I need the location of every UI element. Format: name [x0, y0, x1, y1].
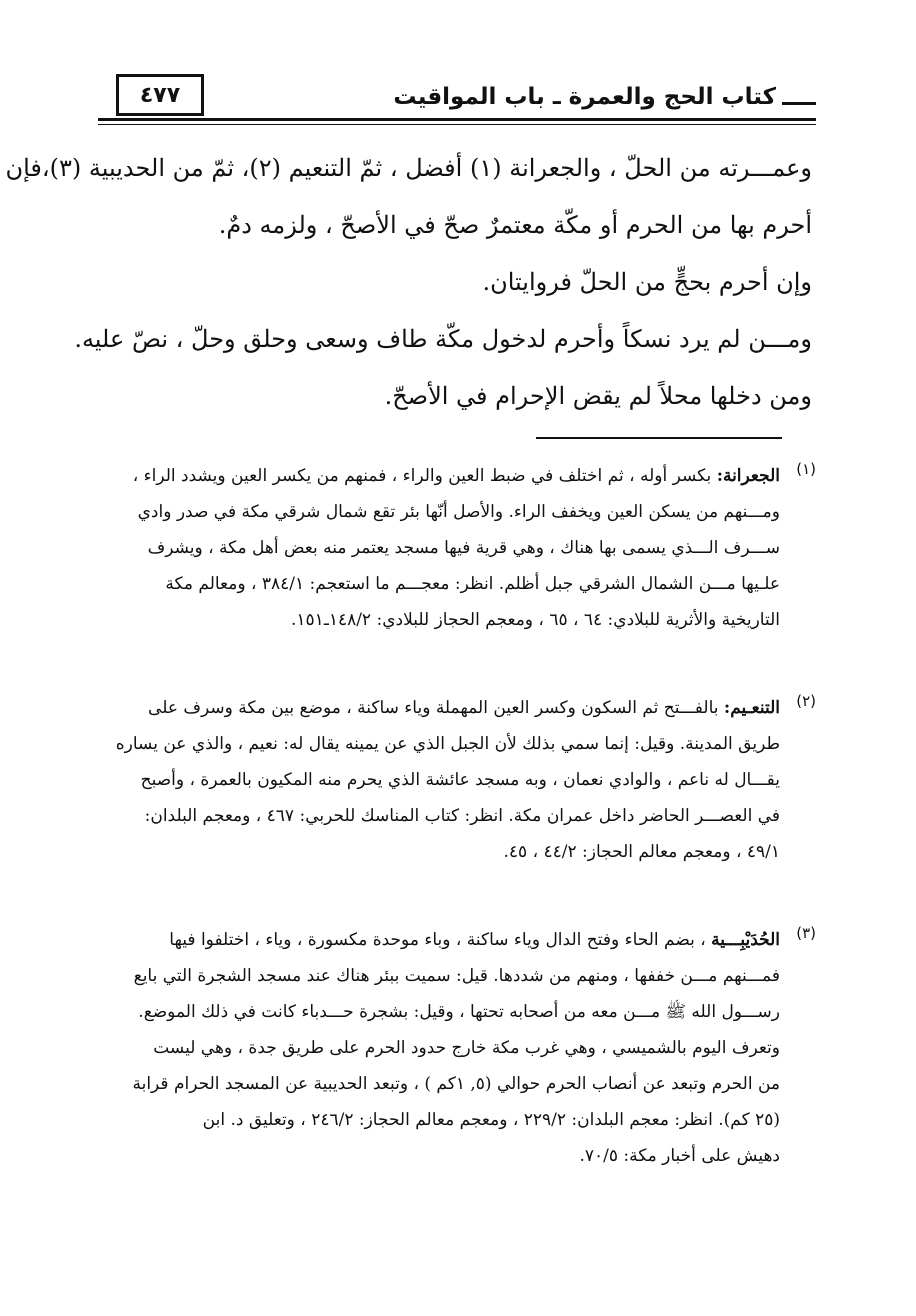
footnote-line: بالفـــتح ثم السكون وكسر العين المهملة وياء ساكنة ، موضع بين مكة وسرف على [148, 698, 719, 718]
footnote-line: وتعرف اليوم بالشميسي ، وهي غرب مكة خارج حدود الحرم على طريق جدة ، وهي ليست [153, 1038, 780, 1058]
header-rule-thin [98, 124, 816, 125]
main-line: ومن دخلها محلاً لم يقض الإحرام في الأصحّ. [384, 382, 812, 410]
main-line: ومـــن لم يرد نسكاً وأحرم لدخول مكّة طاف وسعى وحلق وحلّ ، نصّ عليه. [74, 325, 812, 353]
footnote-separator [536, 437, 782, 439]
header-rule-thick [98, 118, 816, 121]
footnote-line: يقـــال له ناعم ، والوادي نعمان ، وبه مسجد عائشة الذي يحرم منه المكيون بالعمرة ، وأصبح [140, 770, 780, 790]
header-dash [782, 102, 816, 105]
footnote-line: ومـــنهم من يسكن العين ويخفف الراء. والأصل أنّها بئر تقع شمال شرقي مكة في صدر وادي [137, 502, 780, 522]
footnote-number: (٣) [796, 924, 816, 942]
main-text [5, 140, 812, 425]
footnote-line: طريق المدينة. وقيل: إنما سمي بذلك لأن الجبل الذي عن يمينه يقال له: نعيم ، والذي عن يساره [115, 734, 780, 754]
footnote-1 [98, 458, 816, 638]
footnote-number: (١) [796, 460, 816, 478]
footnote-term: الحُدَيْبِـــية [711, 930, 780, 950]
page-number: ٤٧٧ [116, 74, 204, 116]
footnote-line: فمـــنهم مـــن خففها ، ومنهم من شددها. قيل: سميت ببئر هناك عند مسجد الشجرة التي بايع [133, 966, 780, 986]
footnote-line: دهيش على أخبار مكة: ٧٠/٥. [579, 1146, 780, 1166]
footnote-number: (٢) [796, 692, 816, 710]
footnote-line: ســـرف الـــذي يسمى بها هناك ، وهي قرية فيها مسجد يعتمر منه بعض أهل مكة ، ويشرف [147, 538, 780, 558]
page-header [98, 70, 816, 126]
footnote-line: ، بضم الحاء وفتح الدال وياء ساكنة ، وباء موحدة مكسورة ، وياء ، اختلفوا فيها [169, 930, 706, 950]
footnote-line: من الحرم وتبعد عن أنصاب الحرم حوالي (٥, ١كم ) ، وتبعد الحديبية عن المسجد الحرام قرابة [132, 1074, 780, 1094]
footnote-line: رســـول الله ﷺ مـــن معه من أصحابه تحتها ، وقيل: بشجرة حـــدباء كانت في ذلك الموضع. [138, 1002, 780, 1022]
footnote-line: بكسر أوله ، ثم اختلف في ضبط العين والراء ، فمنهم من يكسر العين ويشدد الراء ، [132, 466, 712, 486]
main-line: وإن أحرم بحجٍّ من الحلّ فروايتان. [482, 268, 812, 296]
footnote-line: ٤٩/١ ، ومعجم معالم الحجاز: ٤٤/٢ ، ٤٥. [503, 842, 780, 862]
footnote-line: في العصـــر الحاضر داخل عمران مكة. انظر: كتاب المناسك للحربي: ٤٦٧ ، ومعجم البلدان: [144, 806, 780, 826]
main-line: أحرم بها من الحرم أو مكّة معتمرٌ صحّ في الأصحّ ، ولزمه دمٌ. [218, 211, 812, 239]
footnote-line: (٢٥ كم). انظر: معجم البلدان: ٢٢٩/٢ ، ومعجم معالم الحجاز: ٢٤٦/٢ ، وتعليق د. ابن [202, 1110, 780, 1130]
footnote-line: علـيها مـــن الشمال الشرقي جبل أظلم. انظر: معجـــم ما استعجم: ٣٨٤/١ ، ومعالم مكة [165, 574, 780, 594]
footnote-3 [98, 922, 816, 1174]
footnote-line: التاريخية والأثرية للبلادي: ٦٤ ، ٦٥ ، ومعجم الحجاز للبلادي: ١٤٨/٢ـ١٥١. [291, 610, 780, 630]
footnote-2 [98, 690, 816, 870]
footnote-term: التنعـيم: [723, 698, 780, 718]
running-title: كتاب الحج والعمرة ـ باب المواقيت [393, 84, 776, 110]
footnote-term: الجعرانة: [716, 466, 780, 486]
main-line: وعمـــرته من الحلّ ، والجعرانة (١) أفضل ، ثمّ التنعيم (٢)، ثمّ من الحديبية (٣)،فإن [5, 154, 812, 182]
